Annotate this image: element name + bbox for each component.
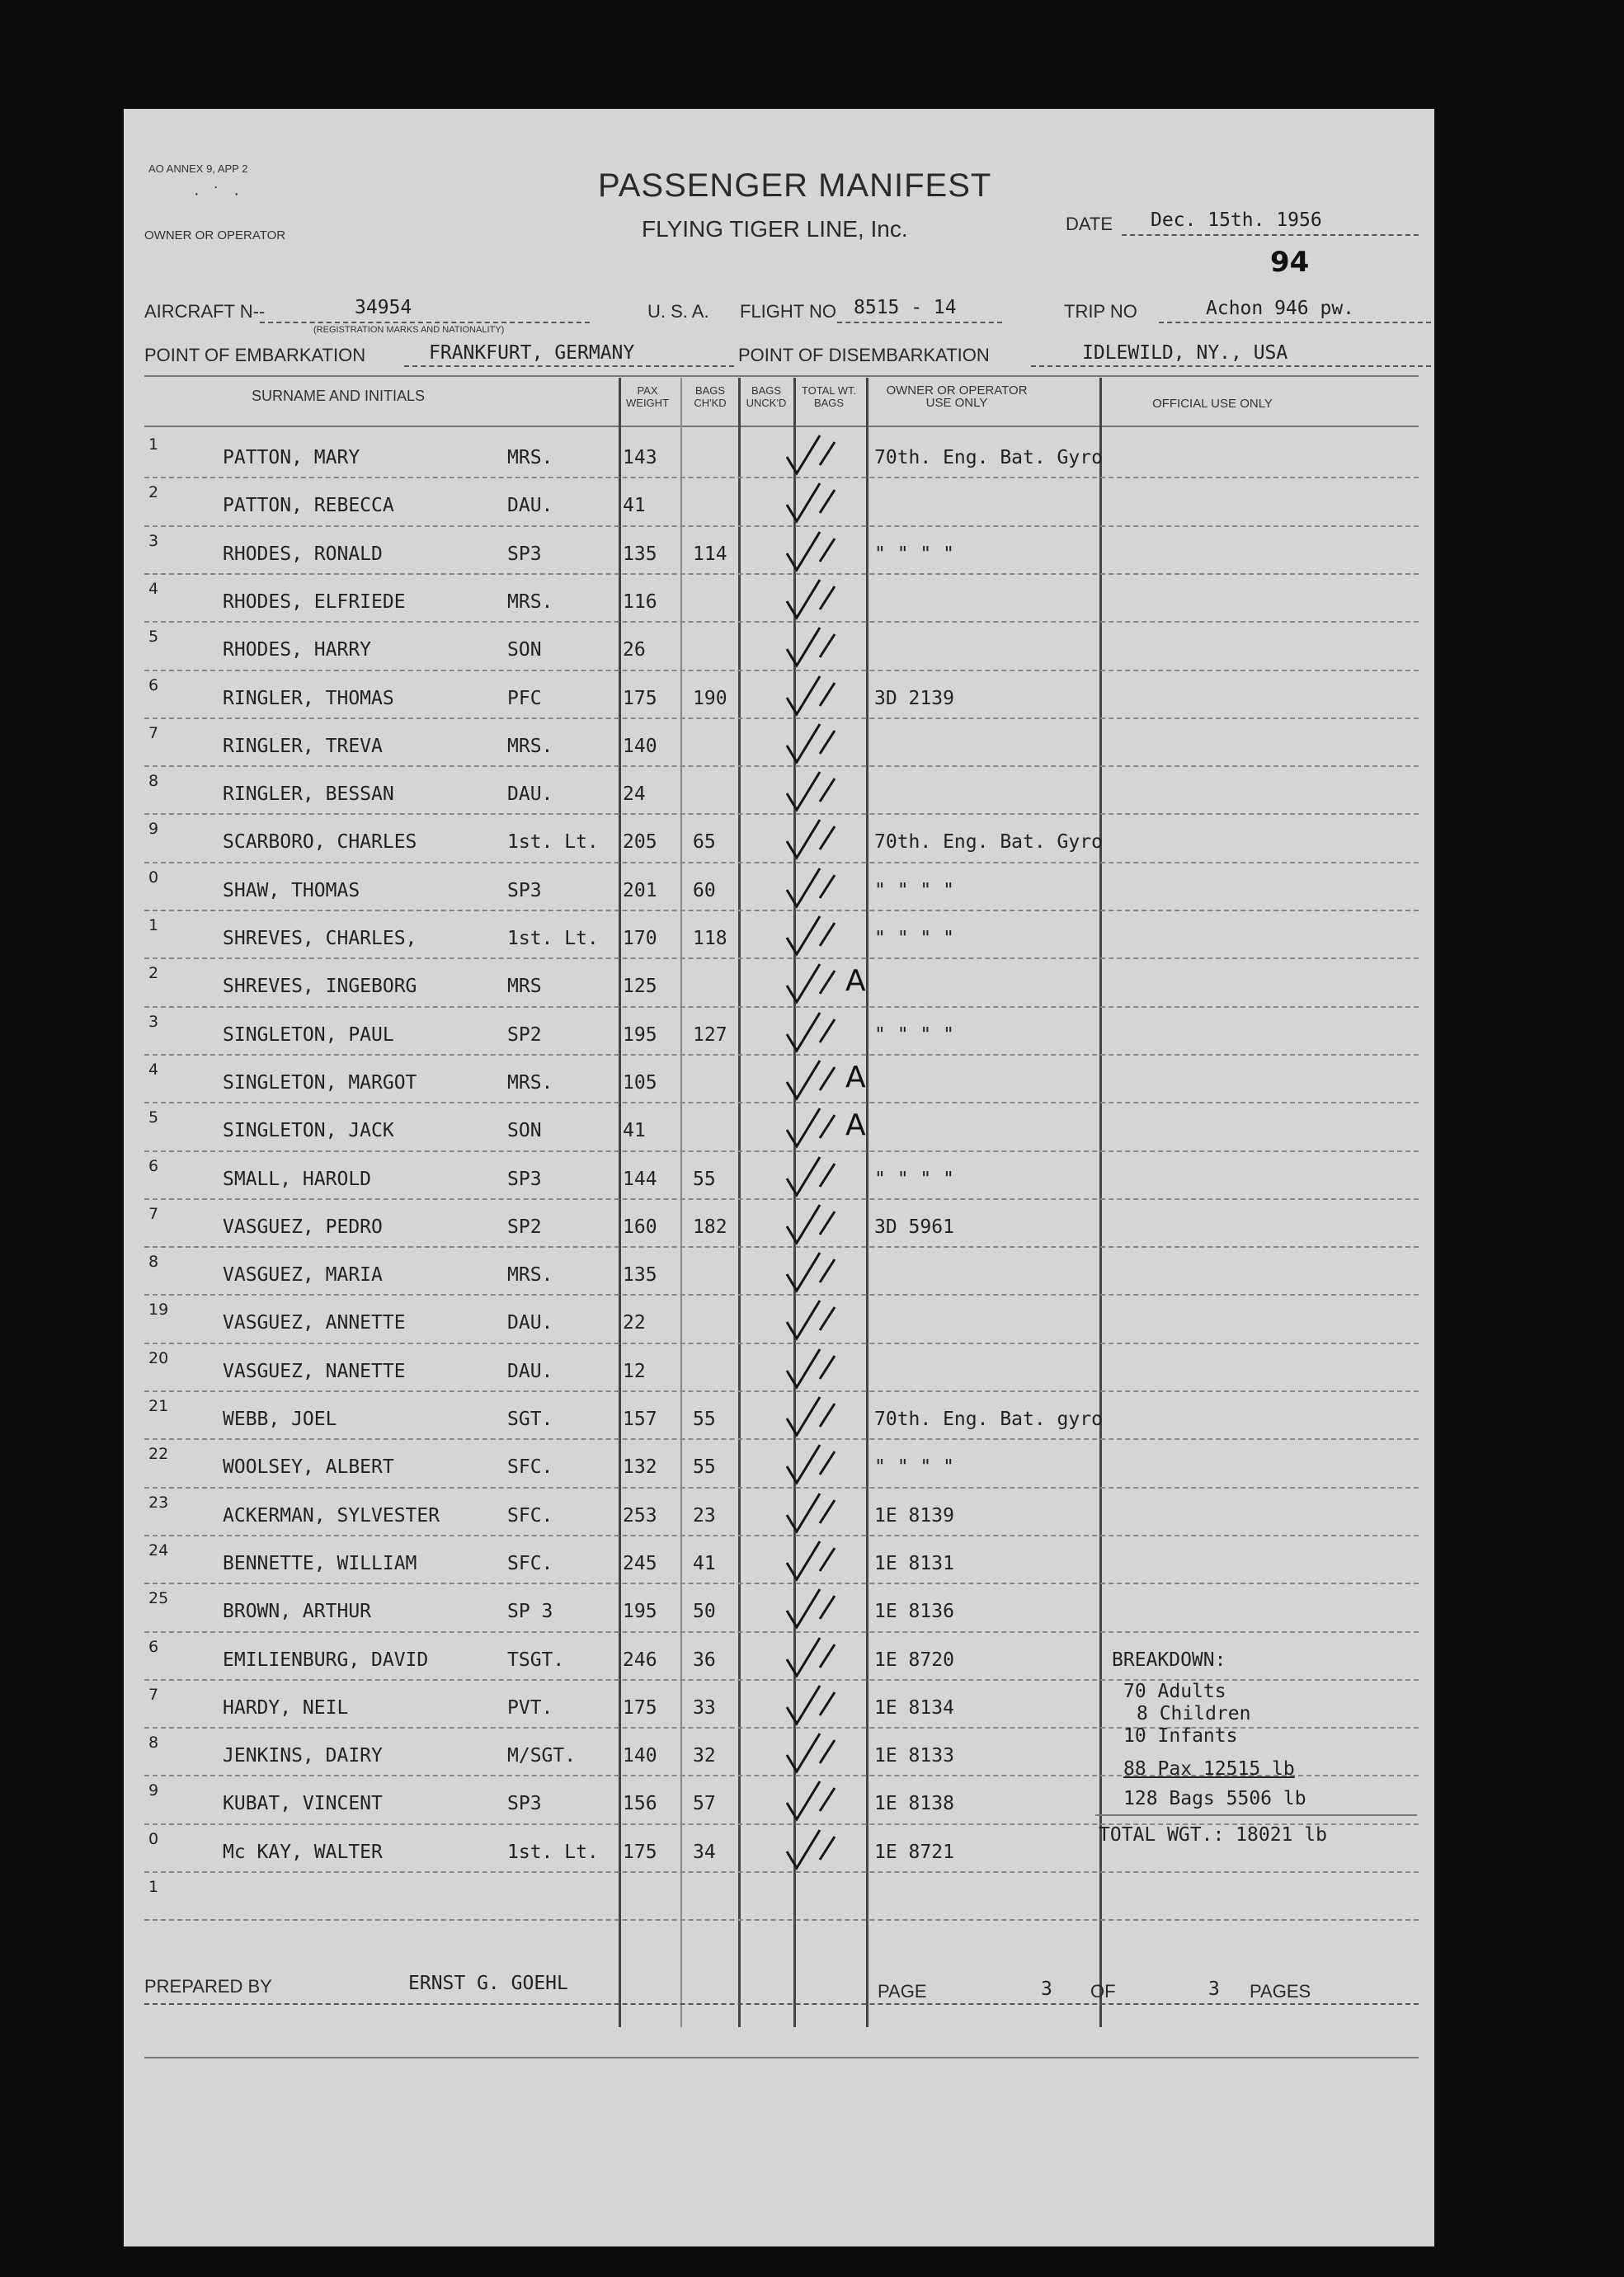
bags-checked: 33 [693, 1696, 716, 1719]
checkmark-icon [784, 673, 841, 719]
pax-weight: 12 [623, 1360, 646, 1382]
prepared-by-label: PREPARED BY [144, 1976, 272, 1997]
checkmark-icon [784, 1635, 841, 1681]
breakdown-bags: 128 Bags 5506 lb [1123, 1788, 1306, 1809]
bags-checked: 190 [693, 687, 727, 709]
embarkation-value: FRANKFURT, GERMANY [429, 342, 635, 364]
passenger-name: VASGUEZ, MARIA [223, 1264, 383, 1287]
passenger-name: VASGUEZ, NANETTE [223, 1360, 406, 1382]
bags-checked: 34 [693, 1841, 716, 1863]
passenger-title: DAU. [507, 495, 553, 517]
passenger-title: 1st. Lt. [507, 1841, 599, 1863]
table-row [144, 527, 1415, 575]
passenger-title: DAU. [507, 1312, 553, 1334]
row-number: 2 [148, 483, 159, 502]
checkmark-icon [784, 529, 841, 575]
passenger-name: RHODES, RONALD [223, 543, 383, 565]
pax-weight: 195 [623, 1601, 657, 1623]
col-bags-unchecked: BAGS UNCK'D [746, 384, 787, 409]
pax-weight: 175 [623, 1841, 657, 1863]
owner-operator-note: 1E 8131 [874, 1552, 954, 1574]
bags-checked: 55 [693, 1168, 716, 1190]
passenger-title: SP2 [507, 1023, 542, 1046]
passenger-title: MRS. [507, 590, 553, 613]
passenger-title: DAU. [507, 1360, 553, 1382]
col-official: OFFICIAL USE ONLY [1152, 397, 1273, 411]
pax-weight: 157 [623, 1409, 657, 1430]
row-number: 7 [148, 723, 159, 742]
checkmark-icon [784, 769, 841, 815]
prepared-by-value: ERNST G. GOEHL [408, 1973, 568, 1994]
checkmark-icon [784, 1249, 841, 1296]
checkmark-icon [784, 1105, 841, 1151]
table-row [144, 1873, 1415, 1921]
owner-operator-note: 1E 8133 [874, 1745, 954, 1767]
total-pages: 3 [1208, 1978, 1220, 2000]
table-row [144, 1200, 1415, 1248]
checkmark-icon [784, 961, 841, 1007]
flight-label: FLIGHT NO [740, 301, 836, 322]
checkmark-icon [784, 1538, 841, 1584]
pax-weight: 24 [623, 783, 646, 806]
table-row [144, 1152, 1415, 1200]
checkmark-icon [784, 576, 841, 623]
checkmark-icon [784, 1490, 841, 1536]
table-row [144, 1584, 1415, 1632]
row-number: 7 [148, 1685, 159, 1704]
checkmark-icon [784, 721, 841, 767]
bags-checked: 50 [693, 1601, 716, 1623]
passenger-name: SHREVES, INGEBORG [223, 976, 417, 998]
row-rule [144, 1919, 1419, 1921]
breakdown-total: TOTAL WGT.: 18021 lb [1099, 1824, 1327, 1846]
row-number: 21 [148, 1397, 169, 1415]
passenger-title: SP3 [507, 543, 542, 565]
checkmark-icon [784, 865, 841, 911]
table-row [144, 430, 1415, 478]
bags-checked: 182 [693, 1216, 727, 1238]
table-row [144, 1056, 1415, 1103]
row-number: 3 [148, 531, 159, 550]
aircraft-registration: 34954 [355, 297, 412, 318]
checkmark-icon [784, 1778, 841, 1824]
bags-checked: 65 [693, 831, 716, 854]
row-number: 0 [148, 868, 159, 887]
passenger-name: HARDY, NEIL [223, 1696, 349, 1719]
row-number: 24 [148, 1541, 169, 1560]
passenger-title: 1st. Lt. [507, 928, 599, 949]
row-number: 0 [148, 1829, 159, 1848]
checkmark-icon [784, 1346, 841, 1392]
bags-checked: 41 [693, 1552, 716, 1574]
row-number: 1 [148, 916, 159, 934]
date-label: DATE [1066, 214, 1113, 234]
pax-weight: 246 [623, 1649, 657, 1671]
passenger-name: BROWN, ARTHUR [223, 1601, 372, 1623]
row-number: 2 [148, 964, 159, 983]
owner-operator-note: 1E 8138 [874, 1793, 954, 1815]
handwritten-mark: A [845, 1108, 866, 1143]
owner-operator-note: 1E 8720 [874, 1649, 954, 1671]
row-number: 25 [148, 1589, 169, 1608]
row-number: 9 [148, 820, 159, 839]
row-number: 19 [148, 1301, 169, 1320]
passenger-title: SP3 [507, 879, 542, 901]
pax-weight: 105 [623, 1071, 657, 1094]
table-row [144, 1103, 1415, 1151]
checkmark-icon [784, 1827, 841, 1873]
row-number: 5 [148, 628, 159, 647]
passenger-name: WEBB, JOEL [223, 1409, 337, 1430]
owner-operator-note: 1E 8134 [874, 1696, 954, 1719]
passenger-title: SGT. [507, 1409, 553, 1430]
form-reference: AO ANNEX 9, APP 2 [148, 162, 248, 175]
table-row [144, 671, 1415, 719]
bags-checked: 23 [693, 1504, 716, 1527]
handwritten-mark: A [845, 1060, 866, 1094]
page-number: 3 [1041, 1978, 1052, 2000]
row-number: 1 [148, 1878, 159, 1896]
table-row [144, 1536, 1415, 1584]
pax-weight: 156 [623, 1793, 657, 1815]
flight-number: 8515 - 14 [854, 297, 957, 318]
passenger-title: MRS. [507, 1264, 553, 1287]
table-row [144, 863, 1415, 911]
table-row [144, 623, 1415, 670]
checkmark-icon [784, 1394, 841, 1440]
table-row [144, 1296, 1415, 1343]
checkmark-icon [784, 624, 841, 670]
pax-weight: 140 [623, 1745, 657, 1767]
disembarkation-value: IDLEWILD, NY., USA [1082, 342, 1288, 364]
aircraft-label: AIRCRAFT N-- [144, 301, 266, 322]
row-number: 6 [148, 1156, 159, 1175]
passenger-title: SP3 [507, 1793, 542, 1815]
table-row [144, 815, 1415, 863]
pax-weight: 175 [623, 1696, 657, 1719]
disembarkation-label: POINT OF DISEMBARKATION [738, 345, 990, 365]
passenger-title: MRS [507, 976, 542, 998]
table-row [144, 719, 1415, 767]
row-number: 6 [148, 675, 159, 694]
passenger-title: PVT. [507, 1696, 553, 1719]
owner-operator-note: " " " " [874, 543, 954, 565]
row-number: 8 [148, 1253, 159, 1272]
bags-checked: 55 [693, 1456, 716, 1479]
table-row [144, 575, 1415, 623]
pax-weight: 160 [623, 1216, 657, 1238]
pax-weight: 170 [623, 928, 657, 949]
table-row [144, 1248, 1415, 1296]
passenger-title: M/SGT. [507, 1745, 577, 1767]
passenger-name: ACKERMAN, SYLVESTER [223, 1504, 440, 1527]
pax-weight: 26 [623, 639, 646, 661]
pax-weight: 135 [623, 1264, 657, 1287]
date-value: Dec. 15th. 1956 [1151, 209, 1322, 231]
row-number: 20 [148, 1348, 169, 1367]
owner-operator-note: 1E 8139 [874, 1504, 954, 1527]
checkmark-icon [784, 480, 841, 526]
passenger-title: TSGT. [507, 1649, 565, 1671]
handwritten-mark: A [845, 964, 866, 999]
pax-weight: 245 [623, 1552, 657, 1574]
bags-checked: 127 [693, 1023, 727, 1046]
checkmark-icon [784, 1297, 841, 1343]
sheet-number: 94 [1270, 246, 1310, 279]
passenger-title: SFC. [507, 1456, 553, 1479]
embarkation-label: POINT OF EMBARKATION [144, 345, 366, 365]
bags-checked: 32 [693, 1745, 716, 1767]
row-number: 1 [148, 435, 159, 454]
table-row [144, 1440, 1415, 1488]
col-pax-weight: PAX WEIGHT [626, 384, 669, 409]
owner-operator-note: 3D 5961 [874, 1216, 954, 1238]
passenger-name: RINGLER, THOMAS [223, 687, 394, 709]
nationality: U. S. A. [647, 301, 709, 322]
breakdown-pax: 88 Pax 12515 lb [1123, 1758, 1295, 1780]
checkmark-icon [784, 1682, 841, 1729]
pax-weight: 132 [623, 1456, 657, 1479]
owner-operator-note: " " " " [874, 1168, 954, 1190]
checkmark-icon [784, 1154, 841, 1200]
passenger-name: RHODES, HARRY [223, 639, 372, 661]
passenger-name: EMILIENBURG, DAVID [223, 1649, 429, 1671]
manifest-sheet [124, 109, 1434, 2246]
owner-operator-note: " " " " [874, 879, 954, 901]
passenger-name: PATTON, MARY [223, 447, 360, 468]
col-bags-checked: BAGS CH'KD [694, 384, 727, 409]
passenger-title: SFC. [507, 1504, 553, 1527]
passenger-name: SINGLETON, PAUL [223, 1023, 394, 1046]
pax-weight: 125 [623, 976, 657, 998]
checkmark-icon [784, 1009, 841, 1056]
bags-checked: 118 [693, 928, 727, 949]
aircraft-note: (REGISTRATION MARKS AND NATIONALITY) [313, 325, 505, 335]
passenger-title: SON [507, 1120, 542, 1142]
table-row [144, 1008, 1415, 1056]
row-number: 8 [148, 1734, 159, 1752]
passenger-name: WOOLSEY, ALBERT [223, 1456, 394, 1479]
checkmark-icon [784, 432, 841, 478]
row-number: 7 [148, 1204, 159, 1223]
owner-operator-note: " " " " [874, 928, 954, 949]
passenger-title: SP2 [507, 1216, 542, 1238]
ink-specks: · ˙ · [194, 185, 245, 203]
breakdown-children: 8 Children [1137, 1703, 1251, 1724]
of-label: OF [1090, 1981, 1116, 2002]
bags-checked: 36 [693, 1649, 716, 1671]
row-number: 9 [148, 1781, 159, 1800]
passenger-title: SON [507, 639, 542, 661]
trip-number: Achon 946 pw. [1206, 298, 1355, 319]
passenger-name: SHREVES, CHARLES, [223, 928, 417, 949]
page-label: PAGE [878, 1981, 927, 2002]
table-row [144, 1489, 1415, 1536]
passenger-title: DAU. [507, 783, 553, 806]
pax-weight: 253 [623, 1504, 657, 1527]
checkmark-icon [784, 1442, 841, 1488]
bags-checked: 60 [693, 879, 716, 901]
row-number: 5 [148, 1108, 159, 1127]
breakdown-infants: 10 Infants [1123, 1725, 1238, 1747]
passenger-name: SCARBORO, CHARLES [223, 831, 417, 854]
pax-weight: 175 [623, 687, 657, 709]
col-total-wt-bags: TOTAL WT. BAGS [801, 384, 857, 409]
pax-weight: 140 [623, 735, 657, 757]
airline-name: FLYING TIGER LINE, Inc. [642, 216, 908, 242]
row-number: 6 [148, 1637, 159, 1656]
table-row [144, 767, 1415, 815]
owner-operator-note: " " " " [874, 1456, 954, 1479]
passenger-title: SP 3 [507, 1601, 553, 1623]
table-row [144, 478, 1415, 526]
table-row [144, 1344, 1415, 1392]
pax-weight: 41 [623, 495, 646, 517]
owner-operator-note: " " " " [874, 1023, 954, 1046]
bags-checked: 57 [693, 1793, 716, 1815]
checkmark-icon [784, 1586, 841, 1632]
row-number: 8 [148, 772, 159, 791]
passenger-name: SINGLETON, MARGOT [223, 1071, 417, 1094]
table-row [144, 959, 1415, 1007]
checkmark-icon [784, 1202, 841, 1248]
table-row [144, 911, 1415, 959]
checkmark-icon [784, 1730, 841, 1776]
passenger-name: SHAW, THOMAS [223, 879, 360, 901]
passenger-name: KUBAT, VINCENT [223, 1793, 383, 1815]
passenger-name: VASGUEZ, ANNETTE [223, 1312, 406, 1334]
pax-weight: 116 [623, 590, 657, 613]
table-row [144, 1392, 1415, 1440]
owner-operator-note: 70th. Eng. Bat. gyro [874, 1409, 1103, 1430]
passenger-name: SINGLETON, JACK [223, 1120, 394, 1142]
passenger-name: BENNETTE, WILLIAM [223, 1552, 417, 1574]
row-number: 4 [148, 1060, 159, 1079]
col-surname: SURNAME AND INITIALS [251, 388, 426, 404]
passenger-name: RINGLER, TREVA [223, 735, 383, 757]
passenger-title: PFC [507, 687, 542, 709]
pax-weight: 195 [623, 1023, 657, 1046]
passenger-title: MRS. [507, 1071, 553, 1094]
passenger-title: MRS. [507, 735, 553, 757]
breakdown-adults: 70 Adults [1123, 1681, 1226, 1702]
pax-weight: 135 [623, 543, 657, 565]
row-number: 3 [148, 1012, 159, 1031]
checkmark-icon [784, 1057, 841, 1103]
col-owner-operator: OWNER OR OPERATOR USE ONLY [886, 383, 1028, 410]
passenger-name: VASGUEZ, PEDRO [223, 1216, 383, 1238]
pax-weight: 41 [623, 1120, 646, 1142]
pax-weight: 201 [623, 879, 657, 901]
pax-weight: 143 [623, 447, 657, 468]
passenger-name: RHODES, ELFRIEDE [223, 590, 406, 613]
owner-operator-note: 70th. Eng. Bat. Gyro [874, 447, 1103, 468]
owner-operator-note: 70th. Eng. Bat. Gyro [874, 831, 1103, 854]
owner-operator-note: 1E 8136 [874, 1601, 954, 1623]
row-number: 23 [148, 1493, 169, 1512]
owner-operator-note: 1E 8721 [874, 1841, 954, 1863]
passenger-title: SP3 [507, 1168, 542, 1190]
row-number: 22 [148, 1445, 169, 1464]
passenger-title: MRS. [507, 447, 553, 468]
manifest-title: PASSENGER MANIFEST [598, 167, 992, 204]
owner-operator-note: 3D 2139 [874, 687, 954, 709]
checkmark-icon [784, 816, 841, 863]
bags-checked: 55 [693, 1409, 716, 1430]
pax-weight: 205 [623, 831, 657, 854]
passenger-name: SMALL, HAROLD [223, 1168, 372, 1190]
passenger-name: JENKINS, DAIRY [223, 1745, 383, 1767]
passenger-name: Mc KAY, WALTER [223, 1841, 383, 1863]
trip-label: TRIP NO [1064, 301, 1137, 322]
row-number: 4 [148, 579, 159, 598]
passenger-title: SFC. [507, 1552, 553, 1574]
passenger-name: PATTON, REBECCA [223, 495, 394, 517]
breakdown-heading: BREAKDOWN: [1112, 1649, 1226, 1671]
passenger-name: RINGLER, BESSAN [223, 783, 394, 806]
checkmark-icon [784, 913, 841, 959]
pax-weight: 144 [623, 1168, 657, 1190]
bags-checked: 114 [693, 543, 727, 565]
pax-weight: 22 [623, 1312, 646, 1334]
owner-operator-label: OWNER OR OPERATOR [144, 228, 286, 242]
pages-label: PAGES [1250, 1981, 1311, 2002]
passenger-title: 1st. Lt. [507, 831, 599, 854]
